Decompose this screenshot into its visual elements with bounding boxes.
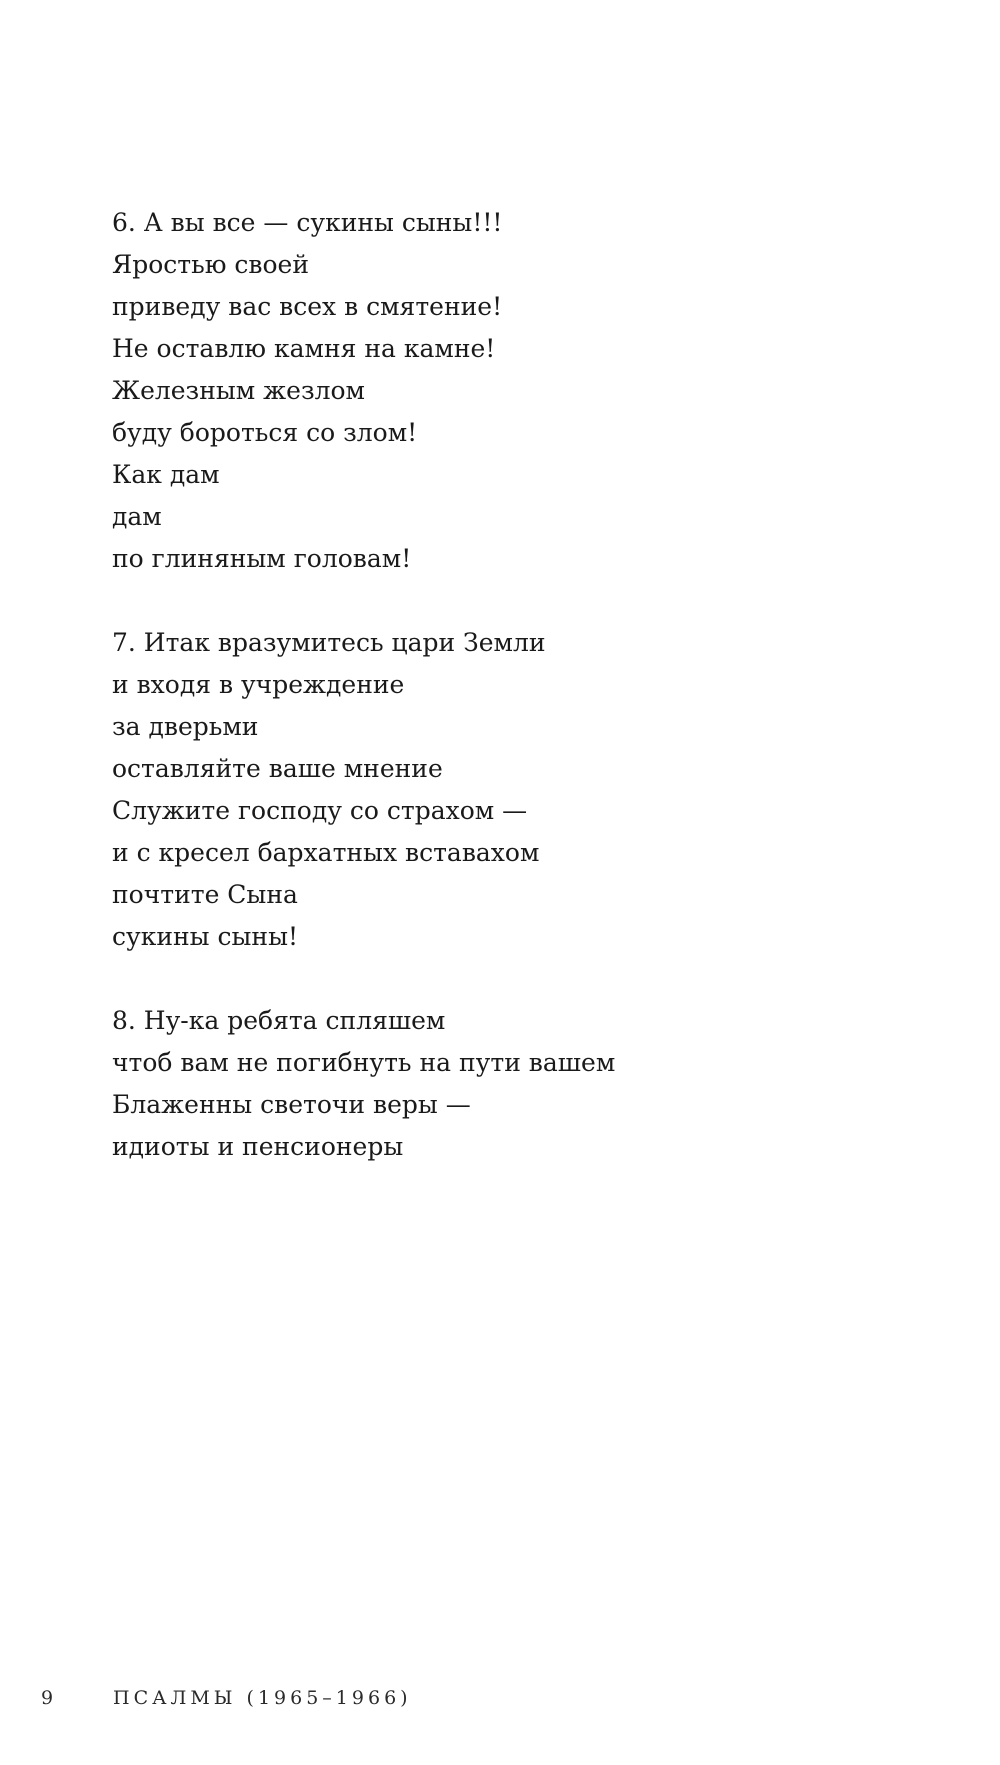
- stanza-8: [112, 1000, 912, 1168]
- verse-line: 8. Ну-ка ребята спляшем: [112, 1006, 446, 1035]
- verse-line: Служите господу со страхом —: [112, 796, 528, 825]
- verse-line: приведу вас всех в смятение!: [112, 292, 503, 321]
- page-footer: [0, 1684, 1000, 1714]
- running-title: ПСАЛМЫ (1965–1966): [113, 1687, 412, 1709]
- verse-line: почтите Сына: [112, 880, 298, 909]
- verse-line: 6. А вы все — сукины сыны!!!: [112, 208, 503, 237]
- verse-line: по глиняным головам!: [112, 544, 412, 573]
- verse-line: сукины сыны!: [112, 922, 299, 951]
- verse-line: за дверьми: [112, 712, 259, 741]
- verse-line: оставляйте ваше мнение: [112, 754, 443, 783]
- stanza-7: [112, 622, 912, 958]
- verse-line: Блаженны светочи веры —: [112, 1090, 471, 1119]
- verse-line: Как дам: [112, 460, 220, 489]
- verse-line: чтоб вам не погибнуть на пути вашем: [112, 1048, 616, 1077]
- verse-line: буду бороться со злом!: [112, 418, 418, 447]
- verse-line: Яростью своей: [112, 250, 309, 279]
- verse-line: Железным жезлом: [112, 376, 365, 405]
- verse-line: 7. Итак вразумитесь цари Земли: [112, 628, 546, 657]
- verse-line: дам: [112, 502, 162, 531]
- verse-line: идиоты и пенсионеры: [112, 1132, 404, 1161]
- verse-line: Не оставлю камня на камне!: [112, 334, 496, 363]
- verse-line: и входя в учреждение: [112, 670, 405, 699]
- stanza-6: [112, 202, 912, 580]
- verse-line: и с кресел бархатных вставахом: [112, 838, 540, 867]
- poem-body: [112, 202, 912, 1210]
- page-number: 9: [41, 1687, 54, 1709]
